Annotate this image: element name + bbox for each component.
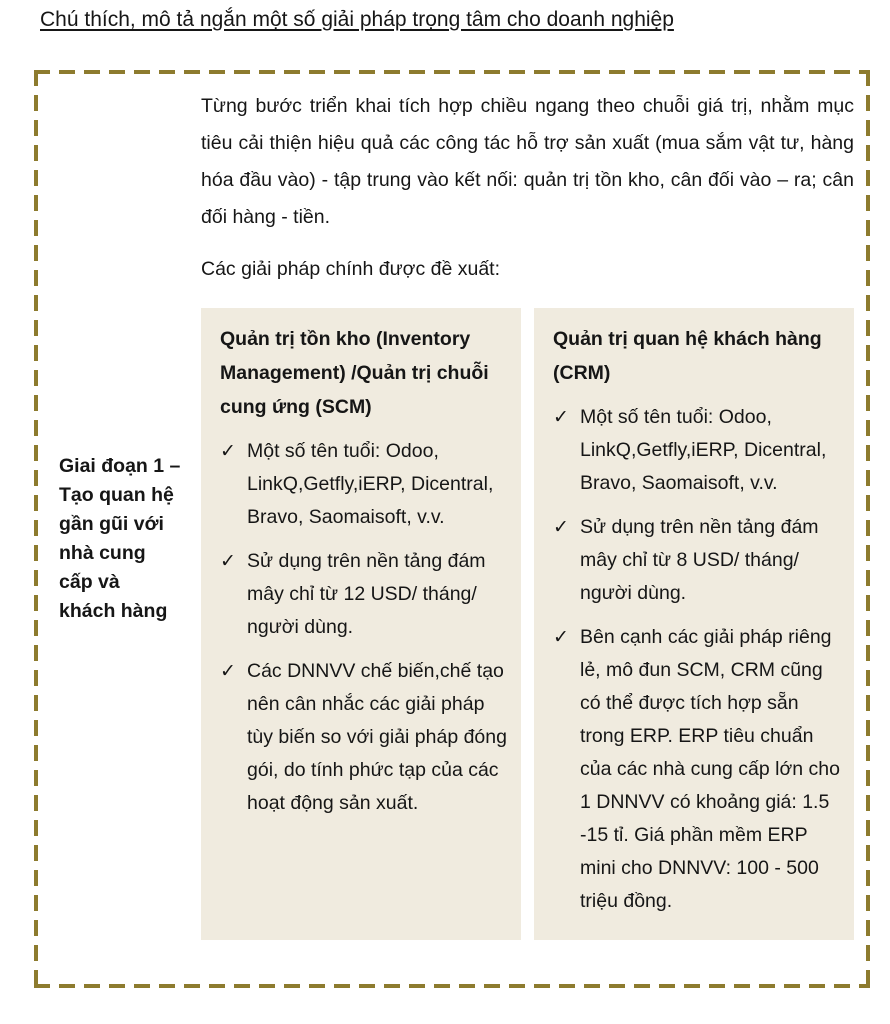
bullet-item xyxy=(220,655,507,820)
bullet-text: Một số tên tuổi: Odoo, LinkQ,Getfly,iERP, Dicentral, Bravo, Saomaisoft, v.v. xyxy=(247,440,494,528)
solution-columns xyxy=(201,308,854,940)
column-heading: Quản trị tồn kho (Inventory Management) /Quản trị chuỗi cung ứng (SCM) xyxy=(220,328,489,418)
bullet-item xyxy=(220,545,507,644)
check-icon: ✓ xyxy=(553,517,569,538)
bullet-text: Bên cạnh các giải pháp riêng lẻ, mô đun SCM, CRM cũng có thể được tích hợp sẵn trong ERP. ERP tiêu chuẩn của các nhà cung cấp lớn cho 1 DNNVV có khoảng giá: 1.5 -15 tỉ. Giá phần mềm ERP mini cho DNNVV: 100 - 500 triệu đồng. xyxy=(580,626,840,912)
check-icon: ✓ xyxy=(220,551,236,572)
stage-column xyxy=(38,74,201,984)
bullet-item xyxy=(553,511,840,610)
bullet-item xyxy=(553,621,840,918)
column-heading: Quản trị quan hệ khách hàng (CRM) xyxy=(553,328,822,384)
bullet-text: Sử dụng trên nền tảng đám mây chỉ từ 8 USD/ tháng/ người dùng. xyxy=(580,516,819,604)
solutions-note-box xyxy=(34,70,870,988)
check-icon: ✓ xyxy=(553,407,569,428)
bullet-item xyxy=(220,435,507,534)
check-icon: ✓ xyxy=(553,627,569,648)
page-title: Chú thích, mô tả ngắn một số giải pháp trọng tâm cho doanh nghiệp xyxy=(40,8,674,31)
bullet-text: Các DNNVV chế biến,chế tạo nên cân nhắc các giải pháp tùy biến so với giải pháp đóng gói, do tính phức tạp của các hoạt động sản xuất. xyxy=(247,660,507,814)
check-icon: ✓ xyxy=(220,661,236,682)
bullet-text: Sử dụng trên nền tảng đám mây chỉ từ 12 USD/ tháng/ người dùng. xyxy=(247,550,486,638)
column-inventory-scm xyxy=(201,308,521,940)
solutions-intro: Các giải pháp chính được đề xuất: xyxy=(201,258,501,280)
intro-paragraph: Từng bước triển khai tích hợp chiều ngang theo chuỗi giá trị, nhằm mục tiêu cải thiện hiệu quả các công tác hỗ trợ sản xuất (mua sắm vật tư, hàng hóa đầu vào) - tập trung vào kết nối: quản trị tồn kho, cân đối vào – ra; cân đối hàng - tiền. xyxy=(201,95,854,228)
bullet-item xyxy=(553,401,840,500)
column-crm xyxy=(534,308,854,940)
bullet-text: Một số tên tuổi: Odoo, LinkQ,Getfly,iERP, Dicentral, Bravo, Saomaisoft, v.v. xyxy=(580,406,827,494)
content-column xyxy=(201,74,866,984)
check-icon: ✓ xyxy=(220,441,236,462)
stage-label: Giai đoạn 1 – Tạo quan hệ gần gũi với nhà cung cấp và khách hàng xyxy=(59,455,181,622)
